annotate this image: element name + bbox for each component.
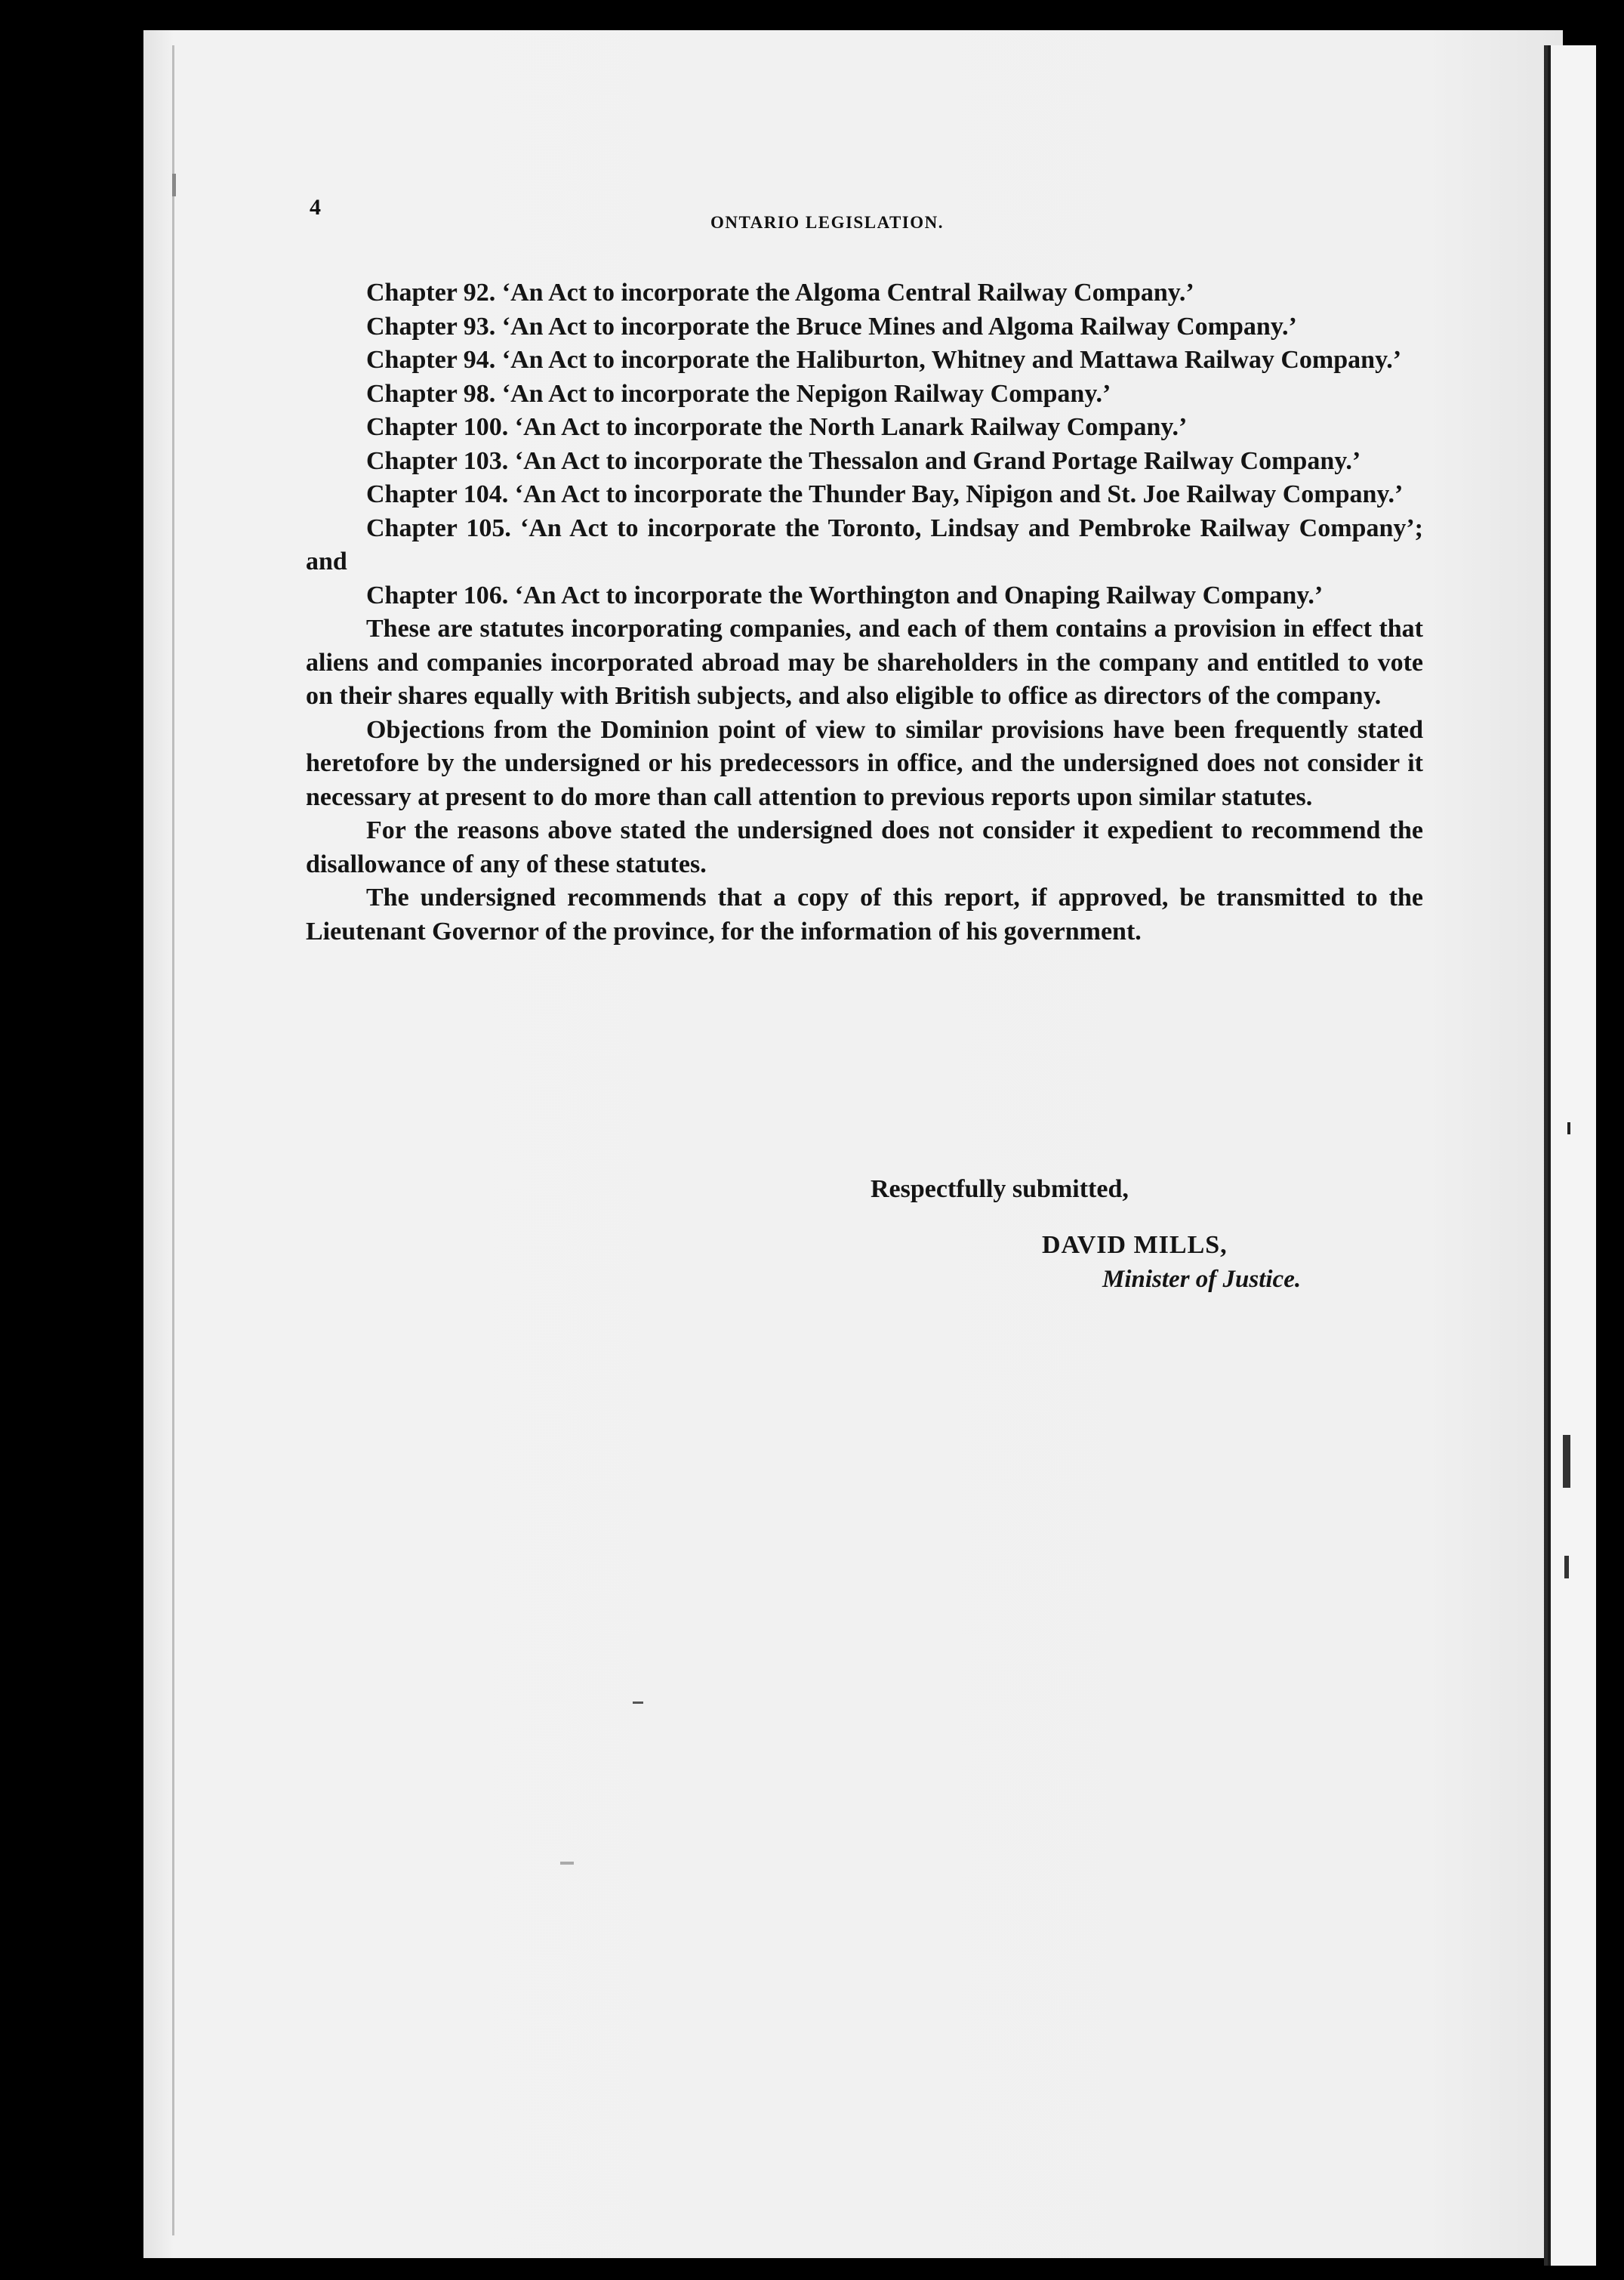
body-paragraph: Objections from the Dominion point of view to similar provisions have been frequently stated heretofore by the undersigned or his predecessors in office, and the undersigned does not consider it necessary at present to do more than call attention to previous reports upon similar statutes. bbox=[306, 715, 1423, 811]
chapter-entry: Chapter 100. ‘An Act to incorporate the North Lanark Railway Company.’ bbox=[366, 413, 1188, 441]
scan-speck bbox=[633, 1702, 643, 1704]
chapter-entry: Chapter 104. ‘An Act to incorporate the Thunder Bay, Nipigon and St. Joe Railway Company.’ bbox=[366, 480, 1404, 508]
body-paragraph: The undersigned recommends that a copy of this report, if approved, be transmitted to the Lieutenant Governor of the province, for the information of his government. bbox=[306, 884, 1423, 946]
scan-speck bbox=[1567, 1122, 1570, 1134]
page-number: 4 bbox=[310, 195, 321, 220]
chapter-entry: Chapter 98. ‘An Act to incorporate the Nepigon Railway Company.’ bbox=[366, 379, 1111, 408]
facing-page-edge bbox=[1548, 45, 1596, 2266]
running-head: ONTARIO LEGISLATION. bbox=[710, 213, 945, 232]
signer-name: DAVID MILLS, bbox=[1042, 1231, 1228, 1259]
body-paragraph: These are statutes incorporating companies, and each of them contains a provision in effect that aliens and companies incorporated abroad may be shareholders in the company and entitled to vote on their shares equally with British subjects, and also eligible to office as directors of the company. bbox=[306, 615, 1423, 710]
chapter-entry: Chapter 103. ‘An Act to incorporate the Thessalon and Grand Portage Railway Company.’ bbox=[366, 446, 1361, 475]
document-body bbox=[306, 276, 1423, 949]
scan-speck bbox=[172, 174, 176, 196]
closing-salutation: Respectfully submitted, bbox=[871, 1175, 1129, 1203]
scan-speck bbox=[1563, 1435, 1570, 1488]
chapter-entry: Chapter 106. ‘An Act to incorporate the Worthington and Onaping Railway Company.’ bbox=[366, 581, 1324, 609]
chapter-entry: Chapter 92. ‘An Act to incorporate the Algoma Central Railway Company.’ bbox=[366, 279, 1194, 307]
scan-speck bbox=[1564, 1556, 1569, 1578]
chapter-entry: Chapter 105. ‘An Act to incorporate the Toronto, Lindsay and Pembroke Railway Company’; and bbox=[306, 514, 1423, 575]
chapter-entry: Chapter 94. ‘An Act to incorporate the Haliburton, Whitney and Mattawa Railway Company.’ bbox=[366, 346, 1402, 374]
body-paragraph: For the reasons above stated the undersigned does not consider it expedient to recommend the disallowance of any of these statutes. bbox=[306, 816, 1423, 878]
scan-speck bbox=[560, 1862, 574, 1865]
signer-title: Minister of Justice. bbox=[1102, 1266, 1302, 1293]
chapter-entry: Chapter 93. ‘An Act to incorporate the Bruce Mines and Algoma Railway Company.’ bbox=[366, 312, 1297, 341]
page-edge-shadow bbox=[172, 45, 174, 2235]
